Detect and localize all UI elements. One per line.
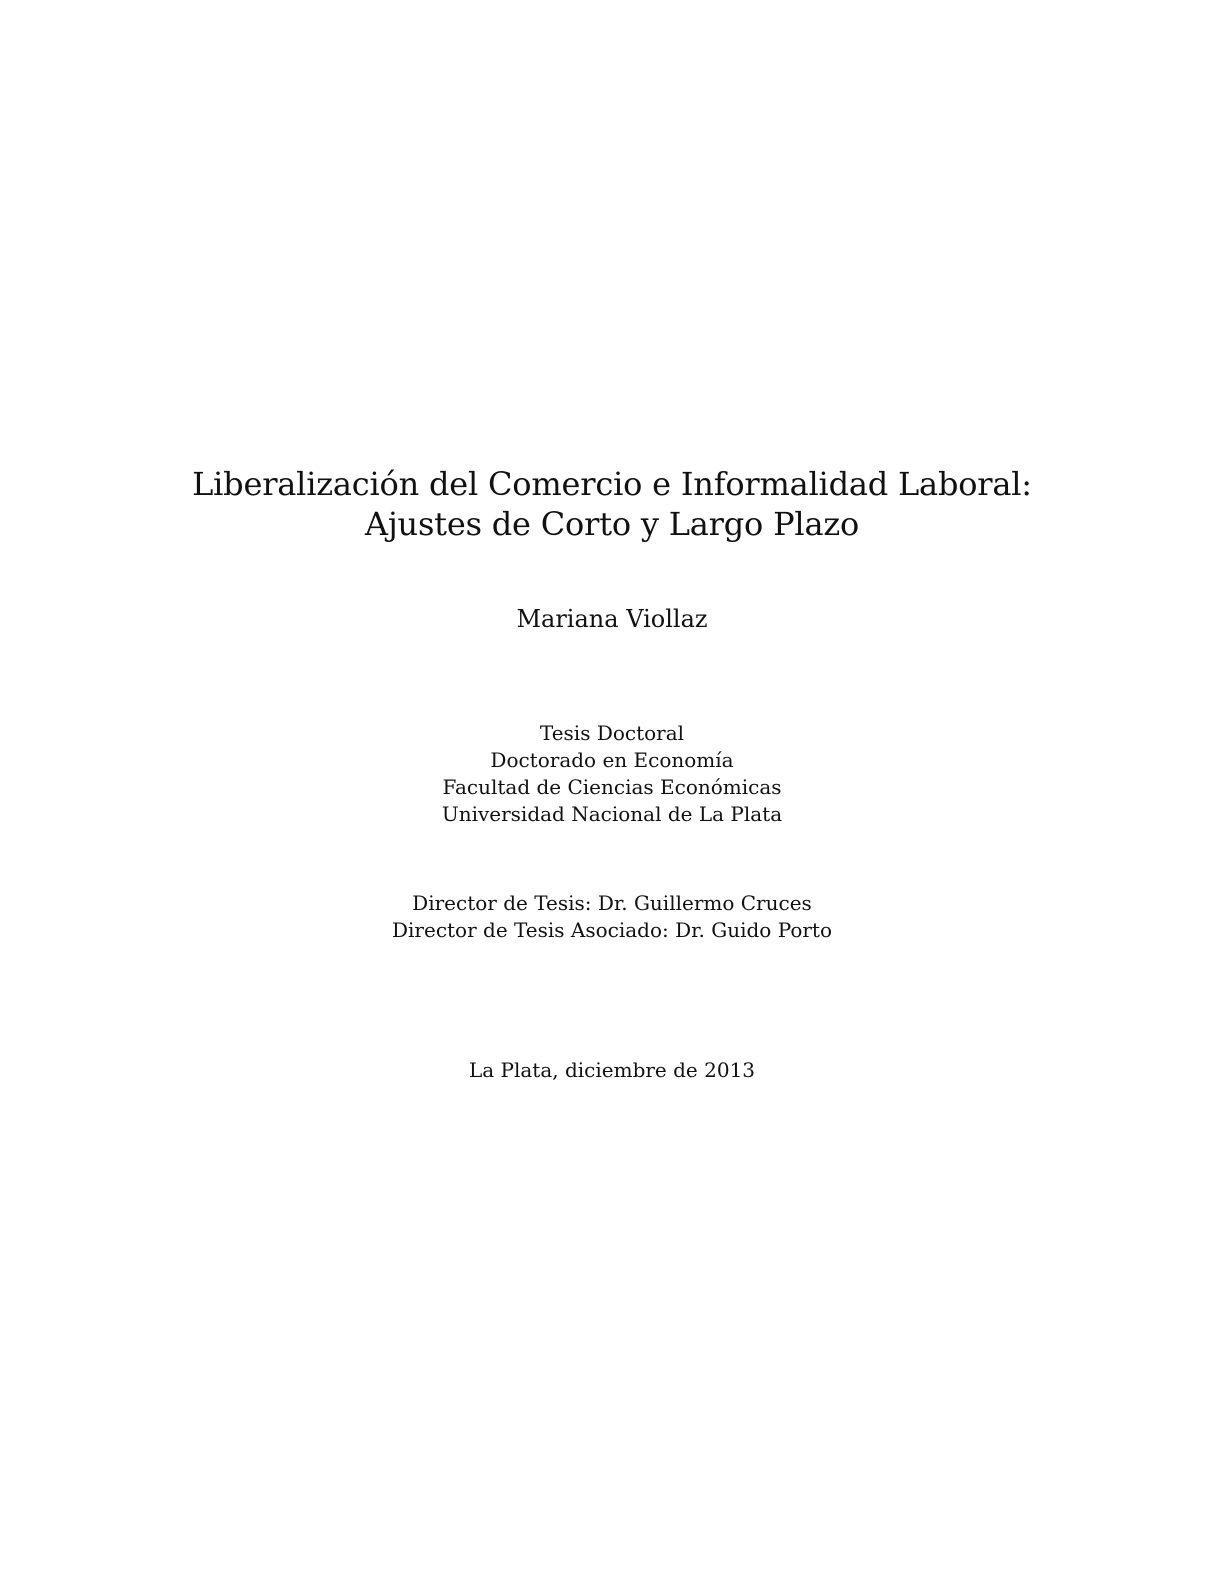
place-date-block	[0, 1057, 1224, 1084]
title-block	[0, 464, 1224, 544]
thesis-associate-director: Director de Tesis Asociado: Dr. Guido Porto	[391, 918, 833, 942]
thesis-faculty: Facultad de Ciencias Económicas	[442, 775, 782, 799]
author-block	[0, 604, 1224, 634]
title-line-2: Ajustes de Corto y Largo Plazo	[364, 505, 860, 543]
place-date: La Plata, diciembre de 2013	[468, 1058, 756, 1082]
thesis-director: Director de Tesis: Dr. Guillermo Cruces	[412, 891, 812, 915]
directors-block	[0, 890, 1224, 944]
thesis-type: Tesis Doctoral	[539, 721, 685, 745]
thesis-university: Universidad Nacional de La Plata	[441, 802, 783, 826]
title-line-1: Liberalización del Comercio e Informalidad Laboral:	[192, 465, 1032, 503]
thesis-program: Doctorado en Economía	[490, 748, 734, 772]
author-name: Mariana Viollaz	[516, 605, 708, 633]
thesis-info-block	[0, 720, 1224, 828]
